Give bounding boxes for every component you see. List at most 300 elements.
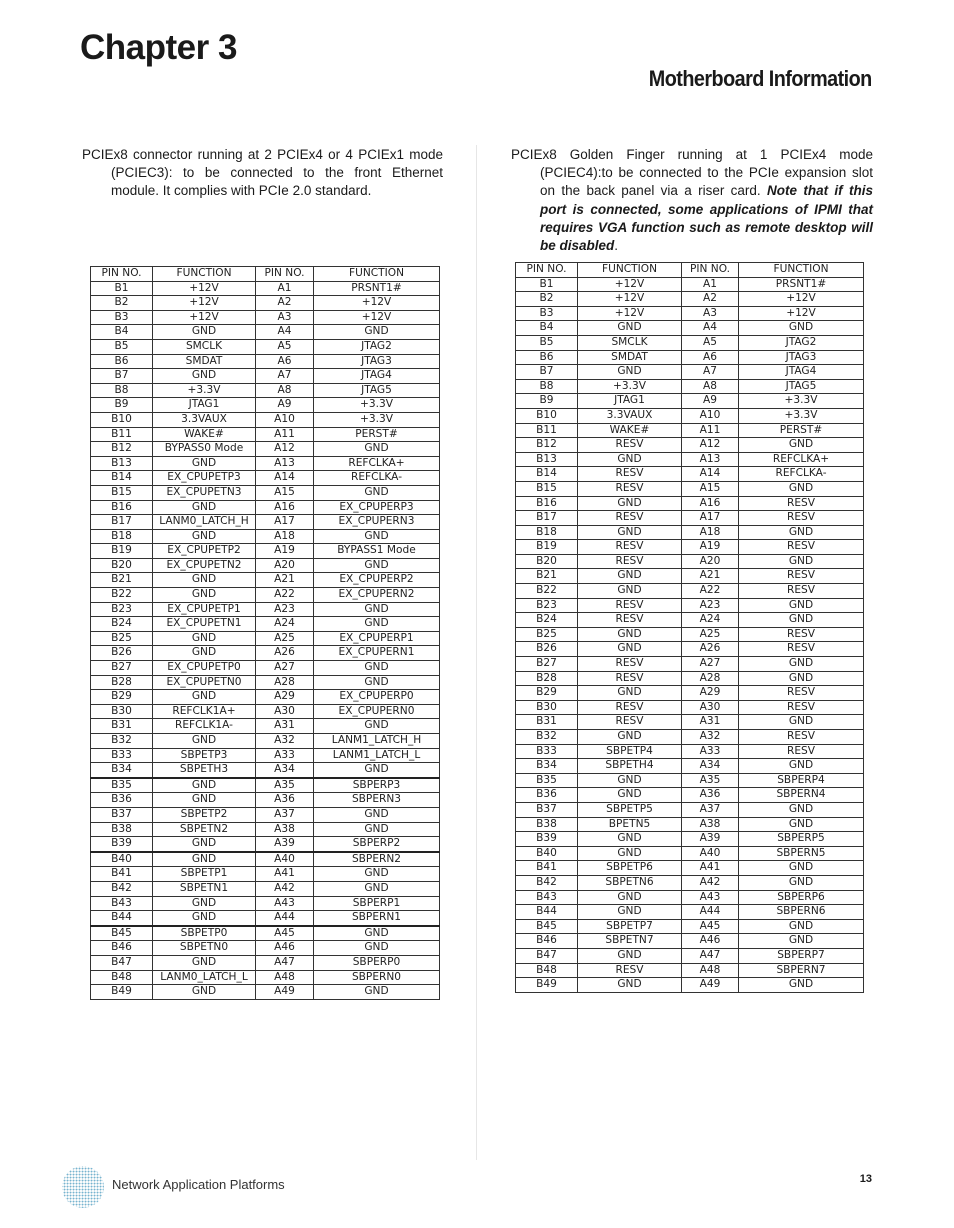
table-row [91,398,440,413]
table-row [91,675,440,690]
table-row [516,350,864,365]
function-a-cell: GND [739,802,864,817]
function-a-cell: GND [314,881,440,896]
function-b-cell: SBPETP2 [153,807,256,822]
pin-b-cell: B18 [91,529,153,544]
pin-b-cell: B33 [516,744,578,759]
table-row [91,383,440,398]
function-b-cell: REFCLK1A- [153,719,256,734]
function-b-cell: RESV [578,671,682,686]
table-row [516,978,864,993]
pin-b-cell: B35 [516,773,578,788]
pin-a-cell: A35 [256,778,314,793]
pin-a-cell: A5 [682,335,739,350]
pin-b-cell: B28 [91,675,153,690]
table-row [516,423,864,438]
table-row [516,277,864,292]
pin-a-cell: A4 [682,321,739,336]
function-b-cell: RESV [578,540,682,555]
function-a-cell: +12V [314,310,440,325]
function-a-cell: EX_CPUPERN0 [314,704,440,719]
function-a-cell: GND [739,817,864,832]
table-row [516,452,864,467]
pin-a-cell: A6 [682,350,739,365]
pin-a-cell: A33 [682,744,739,759]
function-b-cell: GND [153,911,256,926]
table-row [516,773,864,788]
function-b-cell: EX_CPUPETN2 [153,558,256,573]
pin-b-cell: B23 [91,602,153,617]
pin-b-cell: B34 [91,763,153,778]
pin-b-cell: B31 [91,719,153,734]
pin-a-cell: A8 [682,379,739,394]
pin-a-cell: A37 [256,807,314,822]
pin-b-cell: B36 [516,788,578,803]
function-b-cell: SBPETP7 [578,919,682,934]
function-b-cell: GND [578,365,682,380]
pin-a-cell: A1 [256,281,314,296]
function-b-cell: GND [153,837,256,852]
function-b-cell: EX_CPUPETP3 [153,471,256,486]
pin-a-cell: A47 [682,948,739,963]
pin-a-cell: A29 [256,690,314,705]
pin-b-cell: B43 [516,890,578,905]
function-b-cell: SBPETN1 [153,881,256,896]
table-row [516,934,864,949]
function-b-cell: SMCLK [578,335,682,350]
function-b-cell: GND [578,525,682,540]
table-row [516,686,864,701]
function-b-cell: BPETN5 [578,817,682,832]
function-a-cell: EX_CPUPERP1 [314,631,440,646]
function-a-cell: JTAG2 [314,339,440,354]
pin-a-cell: A25 [682,627,739,642]
function-b-cell: +12V [578,277,682,292]
function-a-cell: SBPERN2 [314,852,440,867]
function-a-cell: GND [739,525,864,540]
function-a-cell: RESV [739,540,864,555]
function-b-cell: WAKE# [578,423,682,438]
table-row [516,335,864,350]
function-b-cell: GND [578,569,682,584]
function-a-cell: +3.3V [739,394,864,409]
function-a-cell: GND [314,442,440,457]
function-b-cell: GND [578,978,682,993]
pin-a-cell: A15 [682,481,739,496]
pin-b-cell: B40 [91,852,153,867]
pin-b-cell: B46 [516,934,578,949]
function-a-cell: GND [739,934,864,949]
table-row [516,846,864,861]
pin-b-cell: B41 [516,861,578,876]
function-a-cell: REFCLKA- [739,467,864,482]
function-a-cell: +12V [314,296,440,311]
pin-b-cell: B37 [516,802,578,817]
pin-b-cell: B44 [91,911,153,926]
pin-a-cell: A23 [256,602,314,617]
function-a-cell: GND [739,919,864,934]
pin-b-cell: B42 [91,881,153,896]
table-row [516,642,864,657]
function-a-cell: GND [314,941,440,956]
function-b-cell: +3.3V [578,379,682,394]
function-a-cell: SBPERP3 [314,778,440,793]
pin-a-cell: A29 [682,686,739,701]
function-a-cell: SBPERP6 [739,890,864,905]
pin-a-cell: A43 [682,890,739,905]
function-b-cell: GND [578,773,682,788]
function-a-cell: JTAG4 [739,365,864,380]
function-a-cell: RESV [739,700,864,715]
table-row [91,602,440,617]
table-row [91,471,440,486]
pin-a-cell: A38 [682,817,739,832]
pin-b-cell: B7 [91,369,153,384]
function-a-cell: GND [739,481,864,496]
table-row [91,339,440,354]
table-row [516,306,864,321]
header-function: FUNCTION [739,263,864,278]
table-row [91,646,440,661]
function-a-cell: SBPERN7 [739,963,864,978]
function-b-cell: GND [578,321,682,336]
pin-b-cell: B27 [516,657,578,672]
function-a-cell: GND [739,875,864,890]
function-a-cell: REFCLKA- [314,471,440,486]
pin-a-cell: A16 [682,496,739,511]
pin-a-cell: A27 [682,657,739,672]
pin-a-cell: A28 [256,675,314,690]
pin-a-cell: A8 [256,383,314,398]
function-a-cell: EX_CPUPERN3 [314,515,440,530]
table-row [516,730,864,745]
function-b-cell: GND [578,832,682,847]
pin-a-cell: A49 [256,985,314,1000]
function-b-cell: SBPETH3 [153,763,256,778]
header-pin-no: PIN NO. [91,267,153,282]
function-a-cell: GND [314,807,440,822]
pin-b-cell: B35 [91,778,153,793]
function-a-cell: JTAG4 [314,369,440,384]
table-row [91,412,440,427]
function-b-cell: +12V [578,292,682,307]
function-a-cell: +12V [739,306,864,321]
pin-b-cell: B10 [516,408,578,423]
function-b-cell: JTAG1 [578,394,682,409]
pin-a-cell: A2 [256,296,314,311]
function-b-cell: 3.3VAUX [153,412,256,427]
pin-a-cell: A5 [256,339,314,354]
function-b-cell: GND [578,642,682,657]
table-row [91,296,440,311]
pin-a-cell: A49 [682,978,739,993]
pin-b-cell: B15 [516,481,578,496]
pin-a-cell: A26 [256,646,314,661]
table-row [91,369,440,384]
function-a-cell: GND [739,613,864,628]
pin-b-cell: B2 [91,296,153,311]
function-a-cell: REFCLKA+ [739,452,864,467]
function-b-cell: SBPETP3 [153,748,256,763]
function-b-cell: RESV [578,481,682,496]
pin-b-cell: B38 [516,817,578,832]
table-row [91,955,440,970]
function-b-cell: GND [578,905,682,920]
function-a-cell: EX_CPUPERN2 [314,588,440,603]
table-row [91,793,440,808]
function-b-cell: RESV [578,715,682,730]
pin-a-cell: A19 [682,540,739,555]
function-b-cell: GND [153,573,256,588]
pin-b-cell: B20 [91,558,153,573]
function-a-cell: RESV [739,730,864,745]
pin-b-cell: B11 [91,427,153,442]
table-row [516,496,864,511]
table-row [91,926,440,941]
table-row [91,427,440,442]
header-pin-no: PIN NO. [256,267,314,282]
pin-a-cell: A27 [256,661,314,676]
table-row [516,788,864,803]
function-b-cell: EX_CPUPETN3 [153,485,256,500]
pin-b-cell: B4 [91,325,153,340]
pin-b-cell: B6 [91,354,153,369]
pin-b-cell: B41 [91,867,153,882]
table-row [516,365,864,380]
function-a-cell: RESV [739,642,864,657]
function-a-cell: PRSNT1# [739,277,864,292]
pin-a-cell: A36 [682,788,739,803]
table-row [516,861,864,876]
pin-b-cell: B16 [516,496,578,511]
function-b-cell: SBPETN6 [578,875,682,890]
function-b-cell: GND [578,627,682,642]
table-row [516,905,864,920]
pin-b-cell: B31 [516,715,578,730]
table-row [516,292,864,307]
function-a-cell: SBPERN4 [739,788,864,803]
function-a-cell: SBPERP2 [314,837,440,852]
table-row [516,598,864,613]
table-row [91,837,440,852]
function-a-cell: SBPERP0 [314,955,440,970]
function-a-cell: RESV [739,569,864,584]
pin-b-cell: B33 [91,748,153,763]
function-a-cell: SBPERP5 [739,832,864,847]
globe-dots-icon [60,1164,106,1215]
table-row [516,875,864,890]
function-a-cell: SBPERP4 [739,773,864,788]
function-a-cell: RESV [739,511,864,526]
pin-a-cell: A48 [682,963,739,978]
function-b-cell: EX_CPUPETP2 [153,544,256,559]
function-b-cell: GND [153,852,256,867]
pin-a-cell: A13 [682,452,739,467]
function-a-cell: GND [314,602,440,617]
pin-a-cell: A32 [256,734,314,749]
function-a-cell: LANM1_LATCH_H [314,734,440,749]
function-b-cell: GND [153,896,256,911]
function-b-cell: GND [578,452,682,467]
pin-b-cell: B2 [516,292,578,307]
function-b-cell: SMCLK [153,339,256,354]
table-row [516,802,864,817]
pin-b-cell: B42 [516,875,578,890]
function-b-cell: REFCLK1A+ [153,704,256,719]
table-row [516,715,864,730]
function-b-cell: GND [153,529,256,544]
function-b-cell: SBPETN7 [578,934,682,949]
function-a-cell: GND [739,671,864,686]
footer-brand-text: Network Application Platforms [112,1177,285,1192]
pin-a-cell: A38 [256,822,314,837]
function-a-cell: GND [314,661,440,676]
function-b-cell: GND [153,778,256,793]
function-b-cell: GND [153,793,256,808]
pin-a-cell: A40 [256,852,314,867]
function-b-cell: EX_CPUPETP0 [153,661,256,676]
function-a-cell: BYPASS1 Mode [314,544,440,559]
pin-a-cell: A19 [256,544,314,559]
function-a-cell: GND [314,719,440,734]
function-b-cell: GND [153,631,256,646]
pin-b-cell: B25 [91,631,153,646]
function-a-cell: JTAG5 [314,383,440,398]
function-a-cell: GND [314,867,440,882]
function-b-cell: GND [578,846,682,861]
table-row [91,822,440,837]
pin-a-cell: A45 [256,926,314,941]
table-row [516,627,864,642]
header-pin-no: PIN NO. [682,263,739,278]
table-row [516,584,864,599]
function-a-cell: GND [314,822,440,837]
function-b-cell: SBPETP0 [153,926,256,941]
table-row [91,911,440,926]
table-row [91,896,440,911]
pin-a-cell: A7 [256,369,314,384]
pin-b-cell: B21 [91,573,153,588]
pin-b-cell: B43 [91,896,153,911]
function-b-cell: 3.3VAUX [578,408,682,423]
pin-b-cell: B19 [91,544,153,559]
function-a-cell: SBPERN1 [314,911,440,926]
function-a-cell: GND [314,558,440,573]
table-row [516,700,864,715]
table-row [516,671,864,686]
function-a-cell: PERST# [314,427,440,442]
pin-b-cell: B40 [516,846,578,861]
table-row [91,661,440,676]
function-a-cell: GND [314,325,440,340]
pin-a-cell: A24 [256,617,314,632]
function-a-cell: SBPERP7 [739,948,864,963]
table-row [91,281,440,296]
pin-a-cell: A40 [682,846,739,861]
pin-a-cell: A46 [256,941,314,956]
pin-b-cell: B14 [91,471,153,486]
pin-b-cell: B17 [516,511,578,526]
function-a-cell: RESV [739,627,864,642]
pin-b-cell: B48 [91,970,153,985]
function-b-cell: GND [578,948,682,963]
pin-b-cell: B9 [516,394,578,409]
function-b-cell: RESV [578,598,682,613]
pin-a-cell: A48 [256,970,314,985]
table-row [91,573,440,588]
header-function: FUNCTION [153,267,256,282]
pin-a-cell: A15 [256,485,314,500]
table-row [516,948,864,963]
pin-a-cell: A41 [256,867,314,882]
function-a-cell: GND [739,657,864,672]
pin-a-cell: A31 [682,715,739,730]
pin-b-cell: B45 [91,926,153,941]
table-row [91,881,440,896]
function-a-cell: GND [739,759,864,774]
function-a-cell: EX_CPUPERP0 [314,690,440,705]
table-row [91,325,440,340]
function-a-cell: EX_CPUPERN1 [314,646,440,661]
function-b-cell: RESV [578,438,682,453]
pin-a-cell: A12 [256,442,314,457]
function-b-cell: GND [578,730,682,745]
function-a-cell: GND [739,438,864,453]
pin-a-cell: A17 [256,515,314,530]
pin-a-cell: A33 [256,748,314,763]
right-intro-paragraph [511,146,873,255]
pin-a-cell: A35 [682,773,739,788]
table-row [91,690,440,705]
function-b-cell: GND [153,690,256,705]
function-b-cell: EX_CPUPETN1 [153,617,256,632]
function-b-cell: LANM0_LATCH_L [153,970,256,985]
pin-a-cell: A6 [256,354,314,369]
pin-a-cell: A18 [682,525,739,540]
function-a-cell: GND [314,617,440,632]
pin-a-cell: A30 [682,700,739,715]
right-intro-text: PCIEx8 Golden Finger running at 1 PCIEx4 mode (PCIEC4):to be connected to the PCIe expansion slot on the back panel via a riser card. [511,147,873,199]
pin-b-cell: B13 [91,456,153,471]
function-a-cell: SBPERN6 [739,905,864,920]
function-b-cell: GND [153,955,256,970]
function-a-cell: GND [739,554,864,569]
pin-b-cell: B46 [91,941,153,956]
pin-b-cell: B1 [91,281,153,296]
table-row [516,379,864,394]
pin-b-cell: B37 [91,807,153,822]
function-b-cell: JTAG1 [153,398,256,413]
function-b-cell: GND [578,890,682,905]
section-title: Motherboard Information [649,66,872,91]
pin-a-cell: A22 [682,584,739,599]
pin-a-cell: A9 [256,398,314,413]
table-row [516,569,864,584]
function-b-cell: GND [153,588,256,603]
table-row [91,456,440,471]
table-row [91,500,440,515]
pin-b-cell: B27 [91,661,153,676]
function-a-cell: GND [314,485,440,500]
pin-b-cell: B22 [516,584,578,599]
function-b-cell: RESV [578,554,682,569]
table-row [91,985,440,1000]
table-row [516,321,864,336]
pin-a-cell: A9 [682,394,739,409]
function-a-cell: LANM1_LATCH_L [314,748,440,763]
table-row [516,511,864,526]
pin-a-cell: A11 [256,427,314,442]
